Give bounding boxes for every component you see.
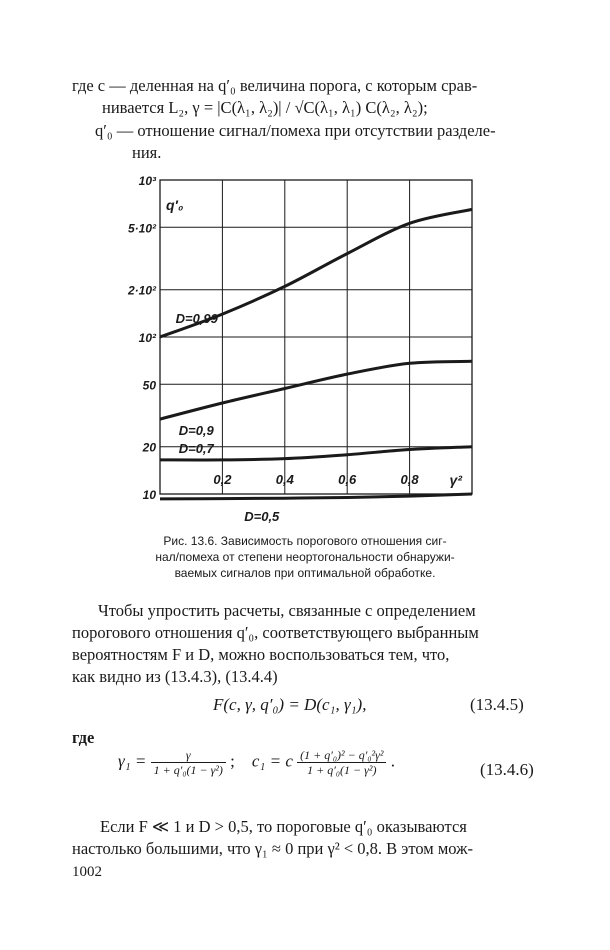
equation-13-4-6 <box>118 748 395 777</box>
series-label: D=0,7 <box>178 440 214 456</box>
equation-number-13-4-6: (13.4.6) <box>480 760 534 779</box>
page-number: 1002 <box>72 864 102 880</box>
x-axis-label: γ² <box>449 472 462 488</box>
eq-gamma1-lhs: γ₁ = <box>118 751 147 771</box>
curve-D-0-5 <box>160 494 472 499</box>
where-word: где <box>72 728 95 747</box>
curve-D-0-9 <box>160 361 472 419</box>
body-line-1: Чтобы упростить расчеты, связанные с определением <box>98 601 476 620</box>
intro-line-3: q′₀ — отношение сигнал/помеха при отсутствии разделе- <box>95 121 496 140</box>
body-line-2: порогового отношения q′₀, соответствующего выбранным <box>72 623 479 642</box>
y-tick-label: 20 <box>142 440 156 455</box>
eq-separator: ; <box>230 751 235 771</box>
y-tick-label: 10² <box>138 331 156 345</box>
intro-line-1: где c — деленная на q′₀ величина порога, с которым срав- <box>72 76 478 95</box>
figure-caption <box>100 533 510 581</box>
tail-line-2: настолько большими, что γ₁ ≈ 0 при γ² < 0,8. В этом мож- <box>72 839 474 858</box>
caption-line-1: Рис. 13.6. Зависимость порогового отношения сиг- <box>163 534 447 548</box>
x-tick-label: 0,4 <box>275 472 294 487</box>
eq-c1-denominator: 1 + q′₀(1 − γ²) <box>297 762 386 777</box>
eq-c1-lhs: c₁ = c <box>251 751 293 771</box>
series-label: D=0,5 <box>244 508 280 524</box>
intro-line-4: ния. <box>132 143 162 162</box>
eq-c1-fraction <box>297 748 386 777</box>
intro-line-2: нивается L₂, γ = |C(λ₁, λ₂)| / √C(λ₁, λ₁) C(λ₂, λ₂); <box>102 98 428 117</box>
series-label: D=0,9 <box>178 423 214 439</box>
eq-c1-numerator: (1 + q′₀)² − q′₀²γ² <box>300 748 384 762</box>
eq-gamma1-denominator: 1 + q′₀(1 − γ²) <box>151 762 226 777</box>
y-tick-label: 50 <box>142 378 156 393</box>
x-tick-label: 0,8 <box>400 472 419 487</box>
x-tick-label: 0,6 <box>338 472 357 487</box>
caption-line-2: нал/помеха от степени неортогональности обнаружи- <box>155 550 455 564</box>
tail-line-1: Если F ≪ 1 и D > 0,5, то пороговые q′₀ оказываются <box>100 817 467 836</box>
equation-13-4-5: F(c, γ, q′₀) = D(c₁, γ₁), <box>213 695 367 714</box>
eq-gamma1-numerator: γ <box>185 748 191 762</box>
y-axis-label: q′₀ <box>166 197 184 213</box>
chart-labels <box>127 174 462 524</box>
x-tick-label: 0,2 <box>213 472 232 487</box>
eq-gamma1-fraction <box>151 748 226 777</box>
y-tick-label: 10 <box>142 488 156 502</box>
eq-end: . <box>390 751 395 771</box>
series-label: D=0,99 <box>175 311 218 326</box>
body-line-3: вероятностям F и D, можно воспользоваться тем, что, <box>72 645 450 664</box>
y-tick-label: 2·10² <box>127 283 156 298</box>
caption-line-3: ваемых сигналов при оптимальной обработке. <box>174 566 436 580</box>
threshold-chart <box>120 168 500 528</box>
equation-number-13-4-5: (13.4.5) <box>470 695 524 714</box>
y-tick-label: 5·10² <box>127 221 156 236</box>
y-tick-label: 10³ <box>138 174 156 188</box>
body-line-4: как видно из (13.4.3), (13.4.4) <box>72 667 278 686</box>
